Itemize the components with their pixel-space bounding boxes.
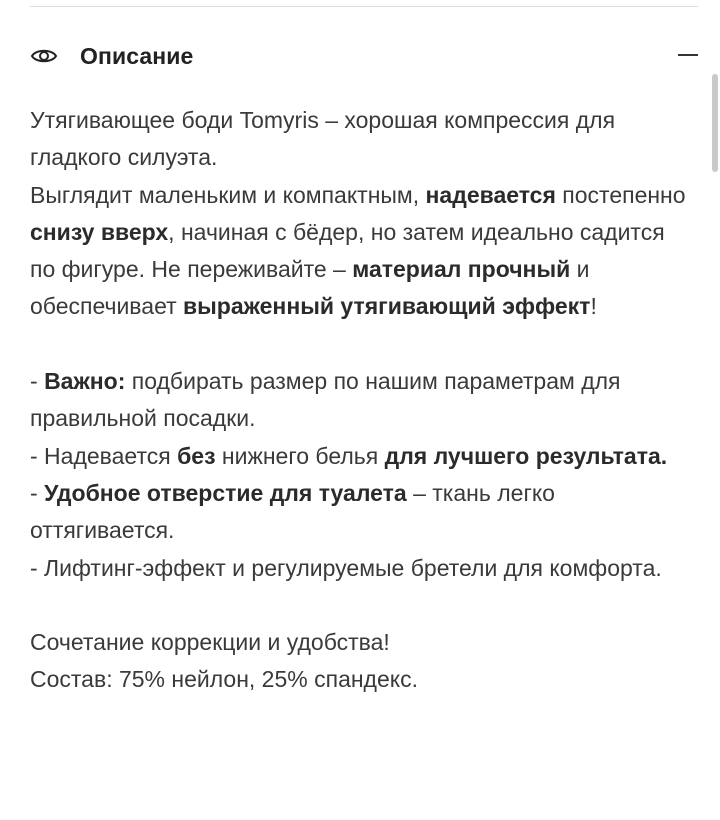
text-segment: нижнего белья — [215, 442, 385, 469]
eye-icon — [30, 46, 58, 66]
bold-text: выраженный утягивающий эффект — [183, 293, 591, 320]
bold-text: без — [177, 442, 216, 469]
intro-paragraph — [30, 102, 690, 326]
minus-icon[interactable] — [678, 54, 698, 56]
description-content — [30, 102, 690, 699]
section-title: Описание — [80, 42, 194, 69]
features-list — [30, 363, 690, 587]
bold-text: снизу вверх — [30, 218, 169, 245]
text-segment: , начиная с бёдер, но затем идеально садится по фигуре. Не переживайте – — [30, 218, 665, 283]
bold-text: надевается — [425, 181, 556, 208]
bold-text: Важно: — [44, 368, 126, 395]
bullet-prefix: - — [30, 479, 45, 506]
intro-line: Утягивающее боди Tomyris – хорошая компрессия для гладкого силуэта. — [30, 107, 616, 171]
bold-text: Удобное отверстие для туалета — [44, 479, 407, 506]
bullet-prefix: - Надевается — [30, 442, 178, 469]
text-segment: и обеспечивает — [30, 256, 590, 320]
bullet-prefix: - — [30, 368, 45, 395]
text-segment: подбирать размер по нашим параметрам для правильной посадки. — [30, 368, 621, 432]
summary-line: Сочетание коррекции и удобства! — [30, 629, 390, 656]
bold-text: для лучшего результата. — [384, 442, 668, 469]
bold-text: материал прочный — [352, 256, 571, 283]
text-segment: ! — [590, 293, 597, 320]
description-header[interactable] — [30, 36, 700, 76]
text-segment: постепенно — [555, 181, 686, 208]
composition-line: Состав: 75% нейлон, 25% спандекс. — [30, 666, 418, 693]
text-segment: - Лифтинг-эффект и регулируемые бретели для комфорта. — [30, 554, 662, 581]
top-divider — [30, 6, 698, 7]
text-segment: Выглядит маленьким и компактным, — [30, 181, 426, 208]
text-segment: – ткань легко оттягивается. — [30, 479, 555, 544]
scrollbar[interactable] — [712, 74, 718, 172]
summary-paragraph — [30, 624, 690, 699]
